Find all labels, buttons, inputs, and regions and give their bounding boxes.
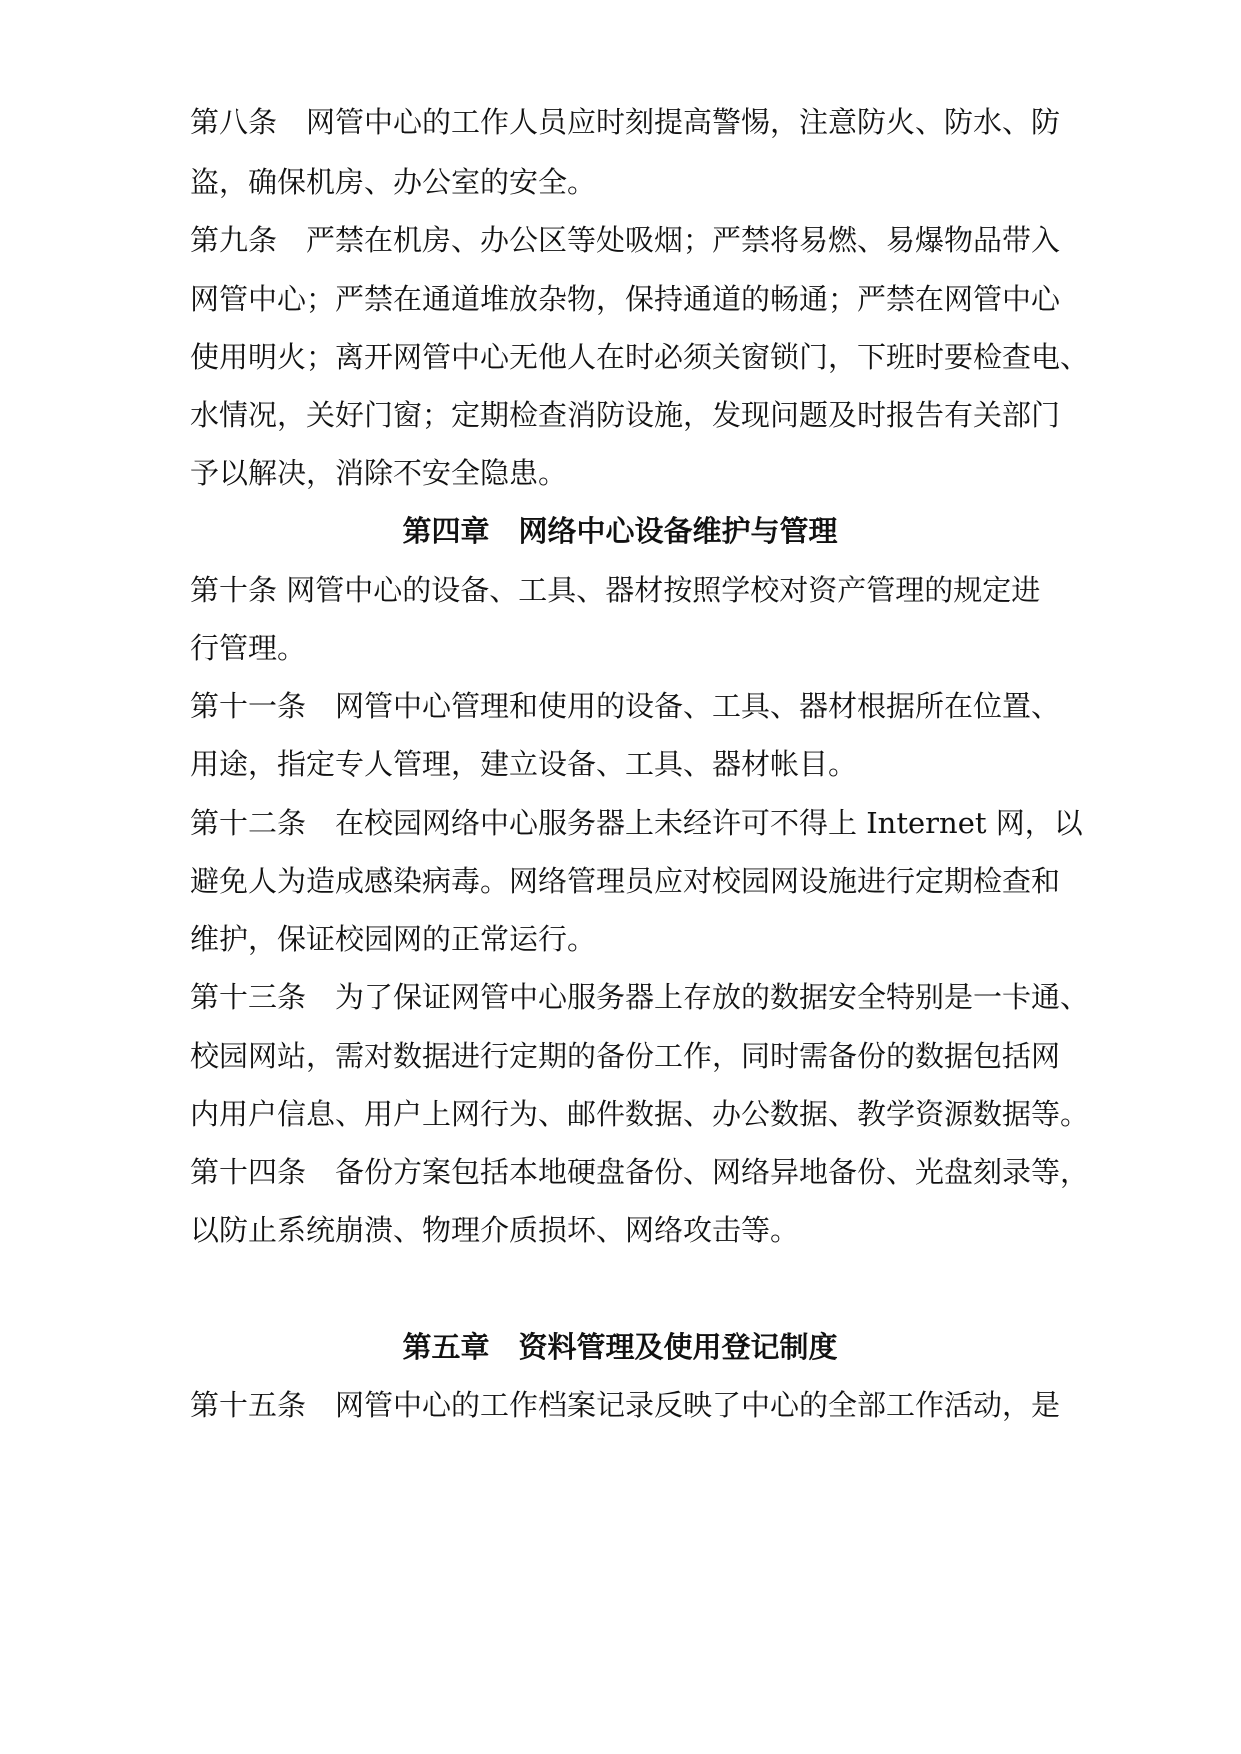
- article-14-line-1: 第十四条 备份方案包括本地硬盘备份、网络异地备份、光盘刻录等，: [190, 1155, 1090, 1189]
- chapter-4-heading: 第四章 网络中心设备维护与管理: [402, 514, 838, 548]
- article-12-line-2: 避免人为造成感染病毒。网络管理员应对校园网设施进行定期检查和: [190, 864, 1061, 898]
- article-10-line-1: 第十条 网管中心的设备、工具、器材按照学校对资产管理的规定进: [190, 573, 1041, 607]
- article-11-line-2: 用途，指定专人管理，建立设备、工具、器材帐目。: [190, 747, 858, 781]
- article-9-line-5: 予以解决，消除不安全隐患。: [190, 456, 568, 490]
- article-15-line-1: 第十五条 网管中心的工作档案记录反映了中心的全部工作活动，是: [190, 1388, 1061, 1422]
- article-12-line-1: 第十二条 在校园网络中心服务器上未经许可不得上 Internet 网，以: [190, 806, 1083, 840]
- article-9-line-3: 使用明火；离开网管中心无他人在时必须关窗锁门，下班时要检查电、: [190, 340, 1090, 374]
- article-13-line-3: 内用户信息、用户上网行为、邮件数据、办公数据、教学资源数据等。: [190, 1097, 1090, 1131]
- chapter-5-heading: 第五章 资料管理及使用登记制度: [402, 1330, 838, 1364]
- article-14-line-2: 以防止系统崩溃、物理介质损坏、网络攻击等。: [190, 1213, 800, 1247]
- article-9-line-1: 第九条 严禁在机房、办公区等处吸烟；严禁将易燃、易爆物品带入: [190, 223, 1061, 257]
- article-11-line-1: 第十一条 网管中心管理和使用的设备、工具、器材根据所在位置、: [190, 689, 1061, 723]
- article-9-line-2: 网管中心；严禁在通道堆放杂物，保持通道的畅通；严禁在网管中心: [190, 282, 1061, 316]
- article-9-line-4: 水情况，关好门窗；定期检查消防设施，发现问题及时报告有关部门: [190, 398, 1061, 432]
- article-8-line-2: 盗，确保机房、办公室的安全。: [190, 165, 597, 199]
- article-12-line-3: 维护，保证校园网的正常运行。: [190, 922, 597, 956]
- article-8-line-1: 第八条 网管中心的工作人员应时刻提高警惕，注意防火、防水、防: [190, 105, 1061, 139]
- article-10-line-2: 行管理。: [190, 631, 307, 665]
- article-13-line-2: 校园网站，需对数据进行定期的备份工作，同时需备份的数据包括网: [190, 1039, 1061, 1073]
- article-13-line-1: 第十三条 为了保证网管中心服务器上存放的数据安全特别是一卡通、: [190, 980, 1090, 1014]
